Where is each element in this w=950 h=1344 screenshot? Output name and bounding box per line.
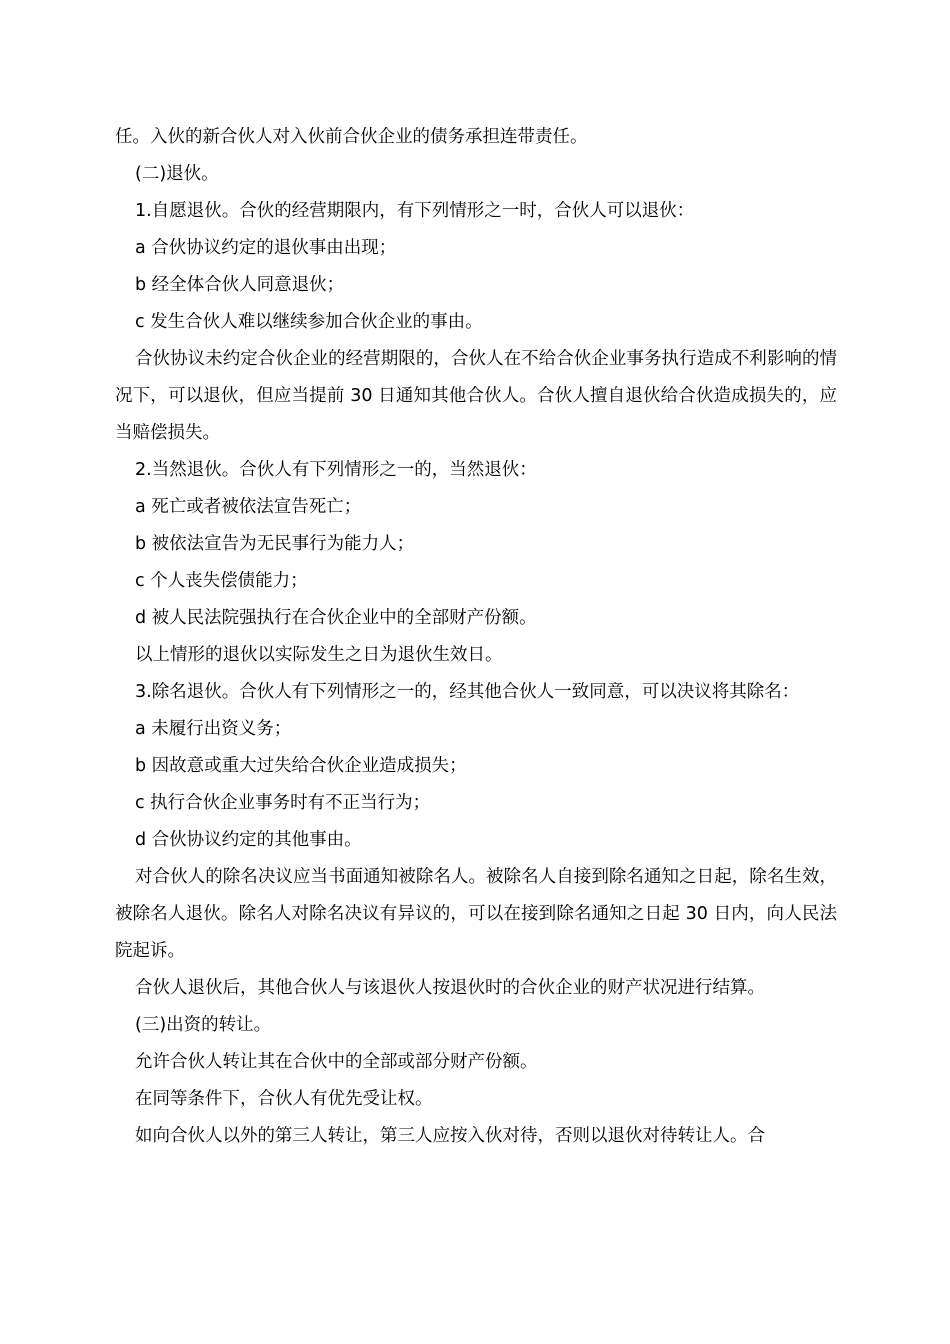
paragraph: 允许合伙人转让其在合伙中的全部或部分财产份额。 [135, 1052, 538, 1072]
paragraph-continuation: 任。入伙的新合伙人对入伙前合伙企业的债务承担连带责任。 [115, 127, 588, 147]
list-item: b 因故意或重大过失给合伙企业造成损失； [135, 756, 467, 776]
paragraph: 在同等条件下，合伙人有优先受让权。 [135, 1089, 433, 1109]
section-heading-withdrawal: (二)退伙。 [135, 164, 219, 184]
document-body [115, 119, 837, 1155]
list-item: a 死亡或者被依法宣告死亡； [135, 497, 362, 517]
list-item: c 执行合伙企业事务时有不正当行为； [135, 793, 431, 813]
list-item: b 被依法宣告为无民事行为能力人； [135, 534, 415, 554]
paragraph: 合伙人退伙后，其他合伙人与该退伙人按退伙时的合伙企业的财产状况进行结算。 [135, 978, 765, 998]
list-item: c 发生合伙人难以继续参加合伙企业的事由。 [135, 312, 483, 332]
paragraph: 合伙协议未约定合伙企业的经营期限的，合伙人在不给合伙企业事务执行造成不利影响的情况下，可以退伙，但应当提前 30 日通知其他合伙人。合伙人擅自退伙给合伙造成损失的，应当赔偿损失。 [115, 349, 837, 443]
list-item: c 个人丧失偿债能力； [135, 571, 308, 591]
subsection-expulsion: 3.除名退伙。合伙人有下列情形之一的，经其他合伙人一致同意，可以决议将其除名： [135, 682, 800, 702]
paragraph: 如向合伙人以外的第三人转让，第三人应按入伙对待，否则以退伙对待转让人。合 [135, 1126, 765, 1146]
list-item: d 被人民法院强执行在合伙企业中的全部财产份额。 [135, 608, 537, 628]
paragraph: 对合伙人的除名决议应当书面通知被除名人。被除名人自接到除名通知之日起，除名生效，被除名人退伙。除名人对除名决议有异议的，可以在接到除名通知之日起 30 日内，向人民法院起诉。 [115, 867, 837, 961]
list-item: a 合伙协议约定的退伙事由出现； [135, 238, 397, 258]
subsection-voluntary-withdrawal: 1.自愿退伙。合伙的经营期限内，有下列情形之一时，合伙人可以退伙： [135, 201, 695, 221]
subsection-automatic-withdrawal: 2.当然退伙。合伙人有下列情形之一的，当然退伙： [135, 460, 537, 480]
list-item: d 合伙协议约定的其他事由。 [135, 830, 362, 850]
list-item: b 经全体合伙人同意退伙； [135, 275, 345, 295]
section-heading-capital-transfer: (三)出资的转让。 [135, 1015, 272, 1035]
paragraph: 以上情形的退伙以实际发生之日为退伙生效日。 [135, 645, 503, 665]
list-item: a 未履行出资义务； [135, 719, 292, 739]
